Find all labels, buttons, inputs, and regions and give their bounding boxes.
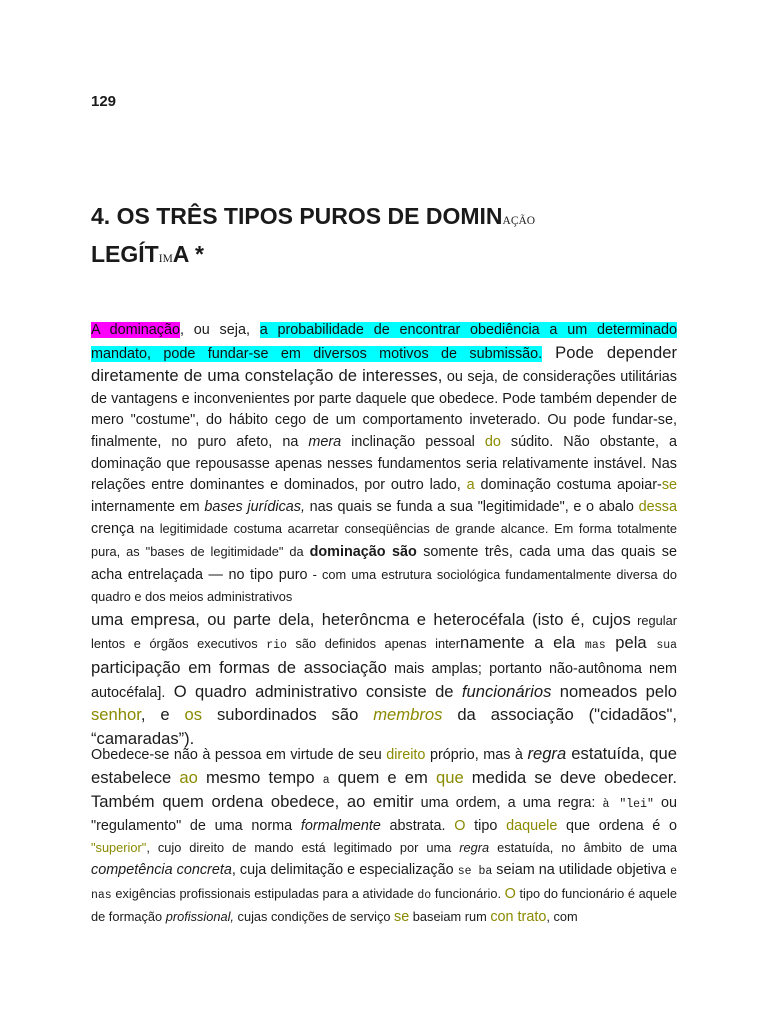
highlighted-text: a probabilidade de encontrar obediência a um determinado mandato, pode fundar-se em diversos motivos de submissão.: [91, 322, 677, 362]
italic-text: membros: [373, 705, 443, 725]
text-run: mesmo tempo: [197, 767, 323, 787]
italic-text: regra: [459, 840, 490, 856]
mono-text: à "lei": [602, 798, 654, 812]
mono-text: rio: [266, 639, 287, 653]
text-run: próprio, mas à: [425, 747, 528, 763]
text-run: ou "regulamento" de uma norma: [91, 795, 677, 834]
olive-text: daquele: [506, 817, 558, 834]
olive-text: O: [454, 817, 466, 834]
page-number: 129: [91, 93, 117, 110]
text-run: , e: [140, 705, 185, 725]
text-run: Obedece-se não à pessoa em virtude de seu: [91, 747, 387, 763]
text-run: dominação costuma apoiar-: [474, 477, 662, 494]
text-run: somente três, cada uma das quais se acha entrelaçada — no tipo puro: [91, 543, 677, 583]
olive-text: os: [184, 705, 203, 725]
text-run: baseiam rum: [409, 909, 491, 925]
mono-text: a: [322, 773, 330, 787]
text-run: uma empresa, ou parte dela, heterôncma e heterocéfala (isto é, cujos: [91, 609, 631, 629]
text-run: quem e em: [329, 767, 436, 787]
italic-text: bases jurídicas,: [204, 498, 305, 515]
text-run: namente a ela: [460, 633, 585, 653]
olive-text: a: [466, 477, 475, 494]
olive-text: senhor: [91, 705, 141, 725]
text-run: O quadro administrativo consiste de: [165, 681, 462, 701]
text-run: , cujo direito de mando está legitimado por uma: [146, 840, 460, 856]
text-run: Pode depender diretamente de uma constelação de interesses,: [91, 342, 677, 386]
title-text: 4. OS TRÊS TIPOS PUROS DE DOMIN: [91, 203, 503, 229]
text-run: abstrata.: [380, 817, 455, 834]
text-run: nomeados pelo: [551, 681, 677, 701]
paragraph-1: [91, 320, 677, 751]
olive-text: O: [504, 885, 516, 902]
text-run: mais amplas; portanto não-autônoma nem autocéfala].: [91, 660, 677, 701]
text-run: na legitimidade costuma acarretar conseqüências de grande alcance. Em forma totalmente pura, as "bases de legitimidade" da: [91, 521, 677, 559]
text-run: estatuída, que estabelece: [91, 744, 677, 787]
mono-text: e nas: [91, 864, 678, 902]
olive-text: direito: [386, 747, 426, 763]
olive-text: "superior": [91, 840, 147, 856]
text-run: uma ordem, a uma regra:: [413, 795, 603, 812]
text-run: medida se deve obedecer. Também quem ordena obedece, ao emitir: [91, 767, 678, 812]
text-run: exigências profissionais estipuladas para a atividade: [111, 885, 418, 901]
text-run: da associação ("cidadãos", “camaradas”).: [91, 705, 677, 748]
olive-text: se: [394, 909, 410, 926]
title-text: AÇÃO: [502, 215, 536, 227]
title-text: IM: [158, 253, 173, 265]
text-run: estatuída, no âmbito de uma: [489, 840, 677, 856]
chapter-title: [91, 200, 691, 276]
italic-text: formalmente: [300, 817, 381, 834]
text-run: , ou seja,: [179, 322, 260, 338]
text-run: são definidos apenas inter: [286, 636, 461, 652]
mono-text: sua: [656, 639, 678, 653]
mono-text: mas: [584, 639, 606, 653]
text-run: inclinação pessoal: [341, 433, 485, 450]
olive-text: con trato: [490, 909, 547, 926]
bold-text: dominação são: [309, 543, 417, 560]
text-run: nas quais se funda a sua "legitimidade", e o abalo: [304, 498, 639, 515]
text-run: que ordena é o: [557, 817, 678, 834]
title-text: A *: [172, 241, 204, 267]
text-run: tipo do funcionário é aquele de formação: [91, 885, 677, 925]
text-run: pela: [605, 633, 657, 653]
mono-text: se ba: [457, 864, 493, 878]
text-run: , cuja delimitação e especialização: [231, 861, 458, 878]
italic-text: regra: [527, 744, 567, 763]
text-run: crença: [91, 521, 135, 538]
italic-text: mera: [308, 433, 342, 450]
italic-text: funcionários: [461, 681, 552, 701]
text-run: - com uma estrutura sociológica fundamentalmente diversa do quadro e dos meios administrativos: [91, 566, 677, 605]
olive-text: do: [484, 433, 501, 450]
text-run: participação em formas de associação: [91, 657, 387, 677]
paragraph-2: [91, 743, 677, 929]
italic-text: profissional,: [165, 909, 234, 925]
text-run: funcionário.: [431, 885, 505, 901]
text-run: tipo: [465, 817, 507, 834]
italic-text: competência concreta: [91, 861, 232, 878]
text-run: seiam na utilidade objetiva: [492, 861, 671, 878]
title-text: LEGÍT: [91, 241, 159, 267]
text-run: internamente em: [91, 498, 205, 515]
highlighted-text: A dominação: [91, 322, 180, 338]
text-run: ou seja, de considerações utilitárias de vantagens e inconvenientes por parte daquele que obedece. Pode também depender de mero "costume", do hábito cego de um comportamento inveterado. Ou pode fundar-se, finalmente, no puro afeto, na: [91, 369, 677, 450]
text-run: subordinados são: [202, 705, 374, 725]
olive-text: que: [435, 767, 464, 787]
text-run: súdito. Não obstante, a dominação que repousasse apenas nesses fundamentos seria relativamente instável. Nas relações entre dominantes e dominados, por outro lado,: [91, 433, 677, 494]
text-run: cujas condições de serviço: [234, 909, 395, 925]
olive-text: ao: [179, 767, 198, 787]
mono-text: do: [417, 888, 432, 902]
olive-text: dessa: [638, 498, 677, 515]
text-run: regular lentos e órgãos executivos: [91, 612, 677, 652]
olive-text: se: [661, 477, 678, 494]
text-run: , com: [546, 909, 578, 925]
